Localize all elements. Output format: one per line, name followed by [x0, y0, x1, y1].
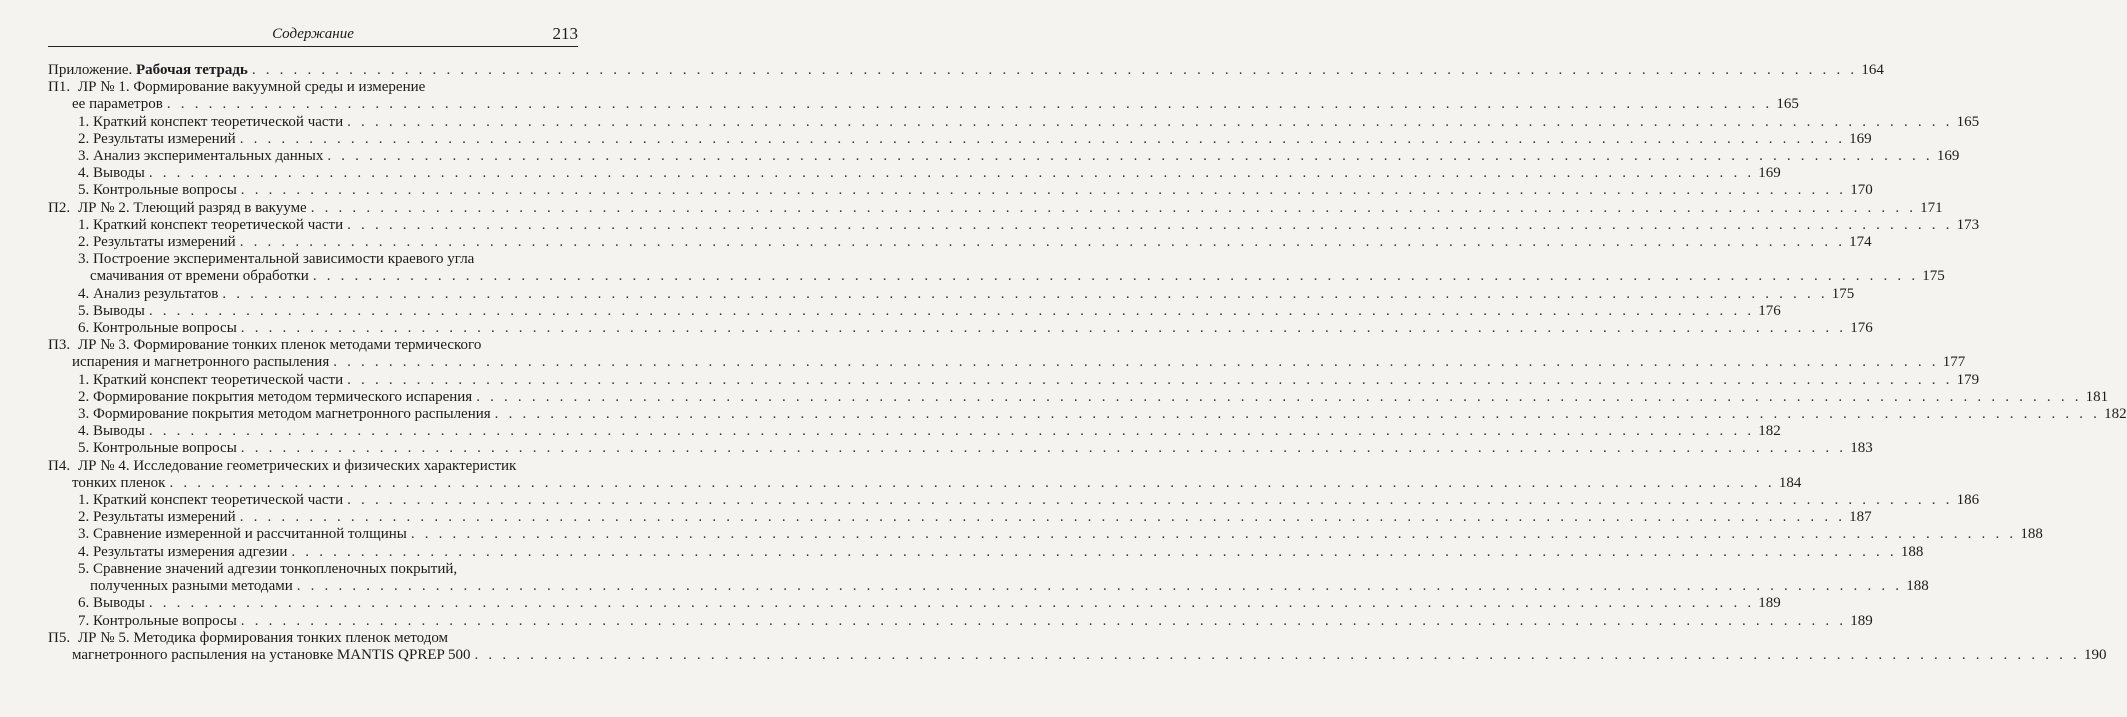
leader-dots	[347, 114, 1952, 131]
toc-entry-p1[interactable]	[48, 79, 1799, 113]
entry-title-line1: ЛР № 3. Формирование тонких пленок методами термического	[78, 337, 482, 354]
subentry-title: 2. Результаты измерений	[78, 234, 236, 251]
toc-subentry[interactable]	[48, 285, 1855, 303]
page-ref: 188	[2020, 526, 2043, 543]
leader-dots	[347, 492, 1952, 509]
entry-title-line1: ЛР № 5. Методика формирования тонких пленок методом	[78, 629, 449, 646]
toc-entry-appendix[interactable]	[48, 62, 1884, 79]
page-ref: 170	[1850, 182, 1873, 199]
page-ref: 189	[1758, 595, 1781, 612]
entry-title-line2: тонких пленок	[72, 474, 166, 491]
page-ref: 179	[1956, 371, 1980, 388]
subentry-title-line2: полученных разными методами	[90, 578, 293, 595]
subentry-title: 3. Сравнение измеренной и рассчитанной толщины	[78, 526, 407, 543]
page-ref: 175	[1922, 268, 1945, 285]
appendix-prefix: Приложение.	[48, 62, 137, 78]
leader-dots	[347, 372, 1952, 389]
subentry-title-line2: смачивания от времени обработки	[90, 268, 309, 285]
page-ref: 189	[1850, 612, 1873, 629]
entry-title-line1: ЛР № 4. Исследование геометрических и физических характеристик	[78, 457, 517, 474]
leader-dots	[240, 509, 1845, 526]
entry-prefix: П2.	[48, 199, 71, 216]
toc-subentry[interactable]	[48, 595, 1781, 612]
subentry-title: 1. Краткий конспект теоретической части	[78, 216, 344, 233]
leader-dots	[222, 286, 1827, 303]
toc-entry-p2[interactable]	[48, 199, 1943, 217]
subentry-title: 3. Анализ экспериментальных данных	[78, 148, 324, 165]
entry-title-line2: испарения и магнетронного распыления	[72, 354, 330, 371]
leader-dots	[149, 165, 1754, 182]
leader-dots	[241, 182, 1846, 199]
leader-dots	[495, 406, 2100, 423]
leader-dots	[475, 647, 2080, 664]
page-ref: 171	[1920, 199, 1943, 216]
leader-dots	[291, 544, 1896, 561]
subentry-title: 4. Выводы	[78, 423, 145, 440]
page-ref: 177	[1942, 354, 1966, 371]
leader-dots	[241, 320, 1846, 337]
page-ref: 164	[1861, 62, 1884, 78]
page-ref: 182	[1758, 423, 1781, 440]
subentry-title: 6. Выводы	[78, 595, 145, 612]
toc-subentry[interactable]	[48, 560, 1929, 595]
subentry-title: 4. Выводы	[78, 165, 145, 182]
leader-dots	[297, 578, 1902, 595]
leader-dots	[149, 303, 1754, 320]
leader-dots	[311, 200, 1916, 217]
subentry-title-line1: 5. Сравнение значений адгезии тонкопленочных покрытий,	[78, 560, 458, 577]
entry-title-line2: магнетронного распыления на установке MANTIS QPREP 500	[72, 646, 471, 663]
leader-dots	[327, 148, 1932, 165]
toc-subentry[interactable]	[48, 612, 1873, 630]
page-ref: 165	[1956, 113, 1980, 130]
subentry-title: 5. Выводы	[78, 302, 145, 319]
toc-subentry[interactable]	[48, 113, 1980, 131]
entry-prefix: П5.	[48, 629, 71, 646]
page-ref: 173	[1956, 216, 1980, 233]
toc-subentry[interactable]	[48, 371, 1980, 389]
subentry-title: 4. Результаты измерения адгезии	[78, 543, 288, 560]
subentry-title: 7. Контрольные вопросы	[78, 612, 237, 629]
page-ref: 190	[2083, 646, 2107, 663]
toc-subentry[interactable]	[48, 148, 1960, 165]
page-ref: 181	[2085, 388, 2109, 405]
appendix-title: Рабочая тетрадь	[136, 62, 248, 78]
toc-subentry[interactable]	[48, 302, 1781, 320]
toc-subentry[interactable]	[48, 216, 1980, 234]
subentry-title: 6. Контрольные вопросы	[78, 320, 237, 337]
page-ref: 176	[1850, 320, 1873, 337]
running-header	[48, 22, 578, 48]
subentry-title: 5. Контрольные вопросы	[78, 440, 237, 457]
subentry-title: 1. Краткий конспект теоретической части	[78, 371, 344, 388]
toc-subentry[interactable]	[48, 320, 1873, 337]
leader-dots	[169, 475, 1774, 492]
leader-dots	[411, 526, 2016, 543]
page-ref: 169	[1758, 165, 1781, 182]
entry-title-line1: ЛР № 2. Тлеющий разряд в вакууме	[78, 199, 307, 216]
toc-subentry[interactable]	[48, 440, 1873, 457]
leader-dots	[240, 234, 1845, 251]
page-ref: 184	[1778, 474, 1802, 491]
toc-subentry[interactable]	[48, 182, 1873, 199]
toc-subentry[interactable]	[48, 526, 2043, 543]
toc-entry-p4[interactable]	[48, 457, 1802, 492]
subentry-title: 4. Анализ результатов	[78, 285, 219, 302]
leader-dots	[240, 131, 1845, 148]
leader-dots	[252, 62, 1857, 79]
page-number: 213	[552, 24, 578, 43]
subentry-title: 2. Результаты измерений	[78, 509, 236, 526]
page-ref: 176	[1758, 302, 1781, 319]
subentry-title-line1: 3. Построение экспериментальной зависимости краевого угла	[78, 251, 475, 268]
entry-prefix: П1.	[48, 79, 71, 96]
entry-title-line1: ЛР № 1. Формирование вакуумной среды и измерение	[78, 79, 426, 96]
page-ref: 188	[1906, 578, 1929, 595]
toc-subentry[interactable]	[48, 130, 1872, 148]
subentry-title: 2. Формирование покрытия методом термического испарения	[78, 388, 473, 405]
page-ref: 169	[1936, 148, 1960, 165]
toc-subentry[interactable]	[48, 492, 1980, 509]
toc-subentry[interactable]	[48, 406, 2127, 423]
page-ref: 187	[1849, 509, 1872, 526]
running-title: Содержание	[272, 26, 354, 42]
leader-dots	[167, 96, 1772, 113]
page-ref: 183	[1850, 440, 1873, 457]
page-ref: 174	[1849, 234, 1872, 251]
subentry-title: 3. Формирование покрытия методом магнетронного распыления	[78, 406, 491, 423]
subentry-title: 5. Контрольные вопросы	[78, 182, 237, 199]
leader-dots	[347, 217, 1952, 234]
page-ref: 165	[1776, 96, 1799, 113]
subentry-title: 1. Краткий конспект теоретической части	[78, 492, 344, 509]
entry-title-line2: ее параметров	[72, 96, 163, 113]
page-ref: 182	[2104, 406, 2127, 423]
toc-subentry[interactable]	[48, 388, 2109, 406]
page-ref: 169	[1849, 130, 1872, 147]
toc-subentry[interactable]	[48, 509, 1872, 526]
subentry-title: 2. Результаты измерений	[78, 130, 236, 147]
leader-dots	[241, 613, 1846, 630]
leader-dots	[149, 423, 1754, 440]
leader-dots	[333, 354, 1938, 371]
page-ref: 175	[1831, 285, 1855, 302]
toc-subentry[interactable]	[48, 423, 1781, 440]
leader-dots	[241, 440, 1846, 457]
toc-entry-p3[interactable]	[48, 337, 1966, 371]
leader-dots	[313, 268, 1918, 285]
table-of-contents	[48, 62, 2127, 664]
leader-dots	[476, 389, 2081, 406]
header-rule	[48, 46, 578, 47]
subentry-title: 1. Краткий конспект теоретической части	[78, 113, 344, 130]
page-ref: 186	[1956, 492, 1980, 509]
toc-subentry[interactable]	[48, 251, 1945, 285]
toc-subentry[interactable]	[48, 543, 1924, 561]
toc-subentry[interactable]	[48, 165, 1781, 182]
entry-prefix: П3.	[48, 337, 71, 354]
leader-dots	[149, 595, 1754, 612]
page-ref: 188	[1900, 543, 1924, 560]
entry-prefix: П4.	[48, 457, 71, 474]
toc-subentry[interactable]	[48, 234, 1872, 251]
toc-entry-p5[interactable]	[48, 629, 2107, 664]
